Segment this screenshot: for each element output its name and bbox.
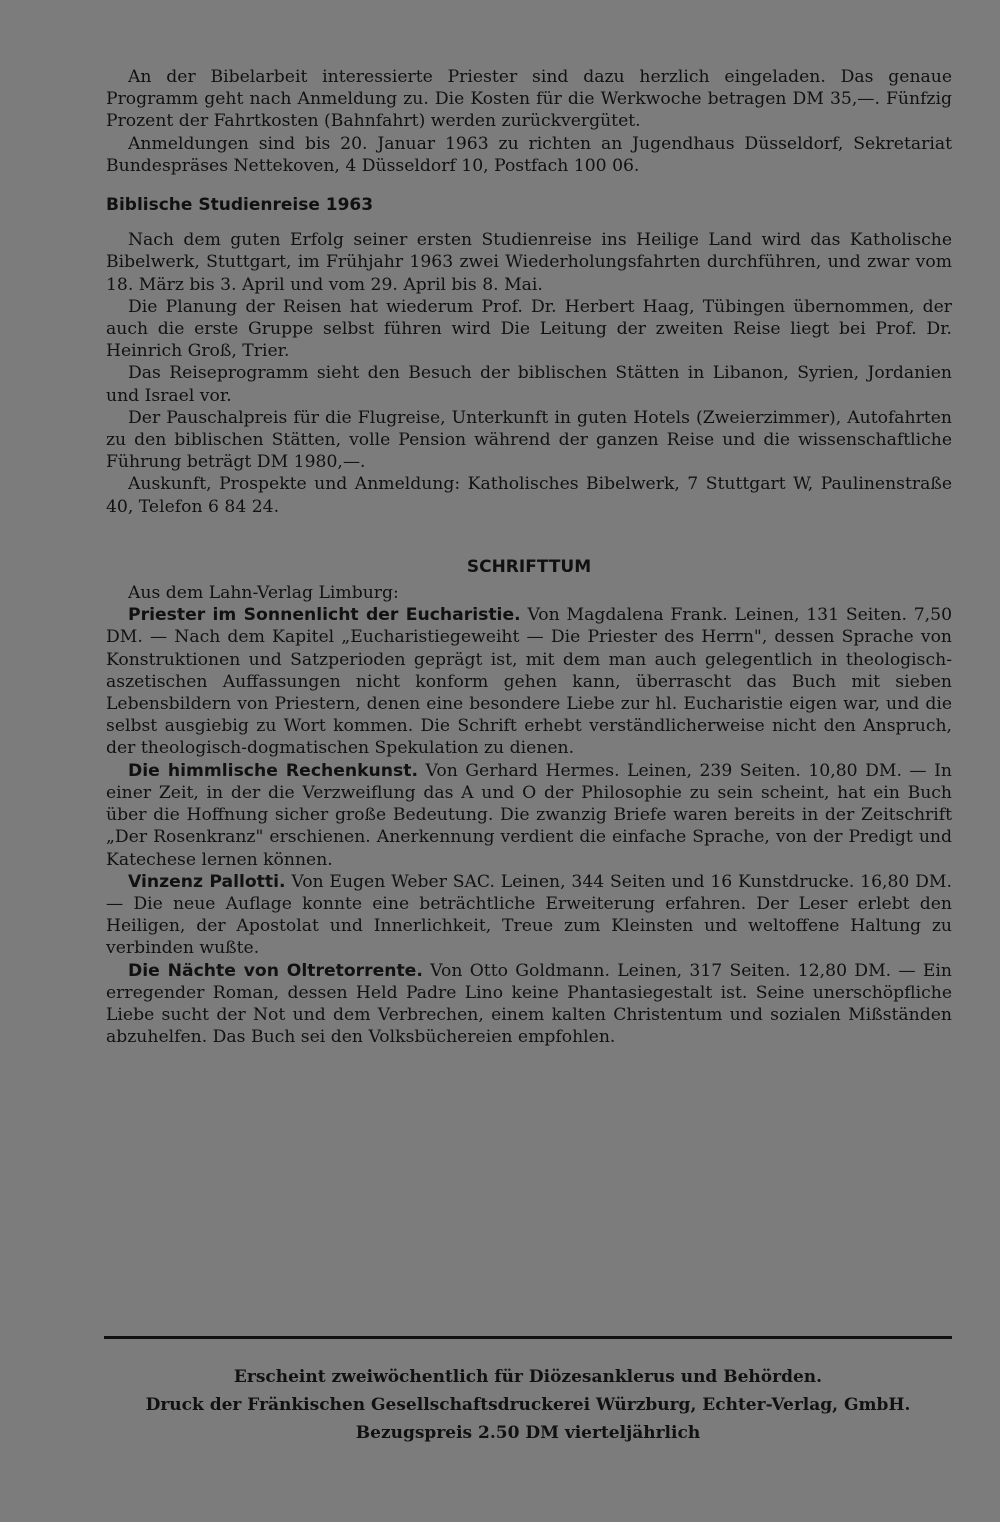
body-text xyxy=(106,66,952,1048)
review-text: Von Eugen Weber SAC. Leinen, 344 Seiten und 16 Kunstdrucke. 16,80 DM. — Die neue Auflage konnte eine beträchtliche Erweiterung erfahren. Der Leser erlebt den Heiligen, der Apostolat und Innerlichkeit, Treue zum Kleinsten und weltoffene Haltung zu verbinden wußte. xyxy=(106,871,952,959)
book-review xyxy=(106,871,952,960)
intro-paragraph: An der Bibelarbeit interessierte Priester sind dazu herzlich eingeladen. Das genaue Programm geht nach Anmeldung zu. Die Kosten für die Werkwoche betragen DM 35,—. Fünfzig Prozent der Fahrtkosten (Bahnfahrt) werden zurückvergütet. xyxy=(106,67,952,132)
studienreise-paragraph: Das Reiseprogramm sieht den Besuch der biblischen Stätten in Libanon, Syrien, Jordanien und Israel vor. xyxy=(106,363,952,406)
book-title: Vinzenz Pallotti. xyxy=(128,871,286,892)
book-review xyxy=(106,604,952,759)
footer-rule xyxy=(104,1336,952,1339)
book-review xyxy=(106,960,952,1049)
intro-paragraph: Anmeldungen sind bis 20. Januar 1963 zu richten an Jugendhaus Düsseldorf, Sekretariat Bundespräses Nettekoven, 4 Düsseldorf 10, Postfach 100 06. xyxy=(106,133,952,176)
studienreise-paragraph: Auskunft, Prospekte und Anmeldung: Katholisches Bibelwerk, 7 Stuttgart W, Paulinenstraße 40, Telefon 6 84 24. xyxy=(106,474,952,517)
schrifttum-heading: SCHRIFTTUM xyxy=(466,556,592,577)
review-text: Von Magdalena Frank. Leinen, 131 Seiten. 7,50 DM. — Nach dem Kapitel „Eucharistiegeweiht — Die Priester des Herrn", dessen Sprache von Konstruktionen und Satzperioden geprägt ist, mit dem man auch gelegentlich in theologisch-aszetischen Auffassungen nicht konform gehen kann, überrascht das Buch mit sieben Lebensbildern von Priestern, denen eine besondere Liebe zur hl. Eucharistie eigen war, und die selbst ausgiebig zu Wort kommen. Die Schrift erhebt verständlicherweise nicht den Anspruch, der theologisch-dogmatischen Spekulation zu dienen. xyxy=(106,605,953,759)
book-title: Die Nächte von Oltretorrente. xyxy=(128,960,423,981)
book-title: Die himmlische Rechenkunst. xyxy=(128,760,419,781)
colophon-line: Druck der Fränkischen Gesellschaftsdruckerei Würzburg, Echter-Verlag, GmbH. xyxy=(145,1395,911,1415)
publisher-line: Aus dem Lahn-Verlag Limburg: xyxy=(128,583,399,604)
book-title: Priester im Sonnenlicht der Eucharistie. xyxy=(128,605,521,626)
colophon-line: Bezugspreis 2.50 DM vierteljährlich xyxy=(355,1423,701,1443)
studienreise-paragraph: Der Pauschalpreis für die Flugreise, Unterkunft in guten Hotels (Zweierzimmer), Autofahrten zu den biblischen Stätten, volle Pension während der ganzen Reise und die wissenschaftliche Führung beträgt DM 1980,—. xyxy=(106,407,952,473)
studienreise-paragraph: Die Planung der Reisen hat wiederum Prof. Dr. Herbert Haag, Tübingen übernommen, der auch die erste Gruppe selbst führen wird Die Leitung der zweiten Reise liegt bei Prof. Dr. Heinrich Groß, Trier. xyxy=(106,296,952,362)
colophon xyxy=(100,1363,956,1447)
book-review xyxy=(106,760,952,871)
studienreise-heading: Biblische Studienreise 1963 xyxy=(106,195,374,216)
review-text: Von Gerhard Hermes. Leinen, 239 Seiten. 10,80 DM. — In einer Zeit, in der die Verzweiflung das A und O der Philosophie zu sein scheint, hat ein Buch über die Hoffnung sicher große Bedeutung. Die zwanzig Briefe waren bereits in der Zeitschrift „Der Rosenkranz" erschienen. Anerkennung verdient die einfache Sprache, von der Predigt und Katechese lernen können. xyxy=(106,760,952,870)
section-spacer xyxy=(106,518,952,556)
studienreise-paragraph: Nach dem guten Erfolg seiner ersten Studienreise ins Heilige Land wird das Katholische Bibelwerk, Stuttgart, im Frühjahr 1963 zwei Wiederholungsfahrten durchführen, und zwar vom 18. März bis 3. April und vom 29. April bis 8. Mai. xyxy=(106,230,952,295)
colophon-line: Erscheint zweiwöchentlich für Diözesanklerus und Behörden. xyxy=(233,1367,823,1387)
review-text: Von Otto Goldmann. Leinen, 317 Seiten. 12,80 DM. — Ein erregender Roman, dessen Held Padre Lino keine Phantasiegestalt ist. Seine unerschöpfliche Liebe sucht der Not und dem Verbrechen, einem kalten Christentum und sozialen Mißständen abzuhelfen. Das Buch sei den Volksbüchereien empfohlen. xyxy=(106,960,952,1048)
